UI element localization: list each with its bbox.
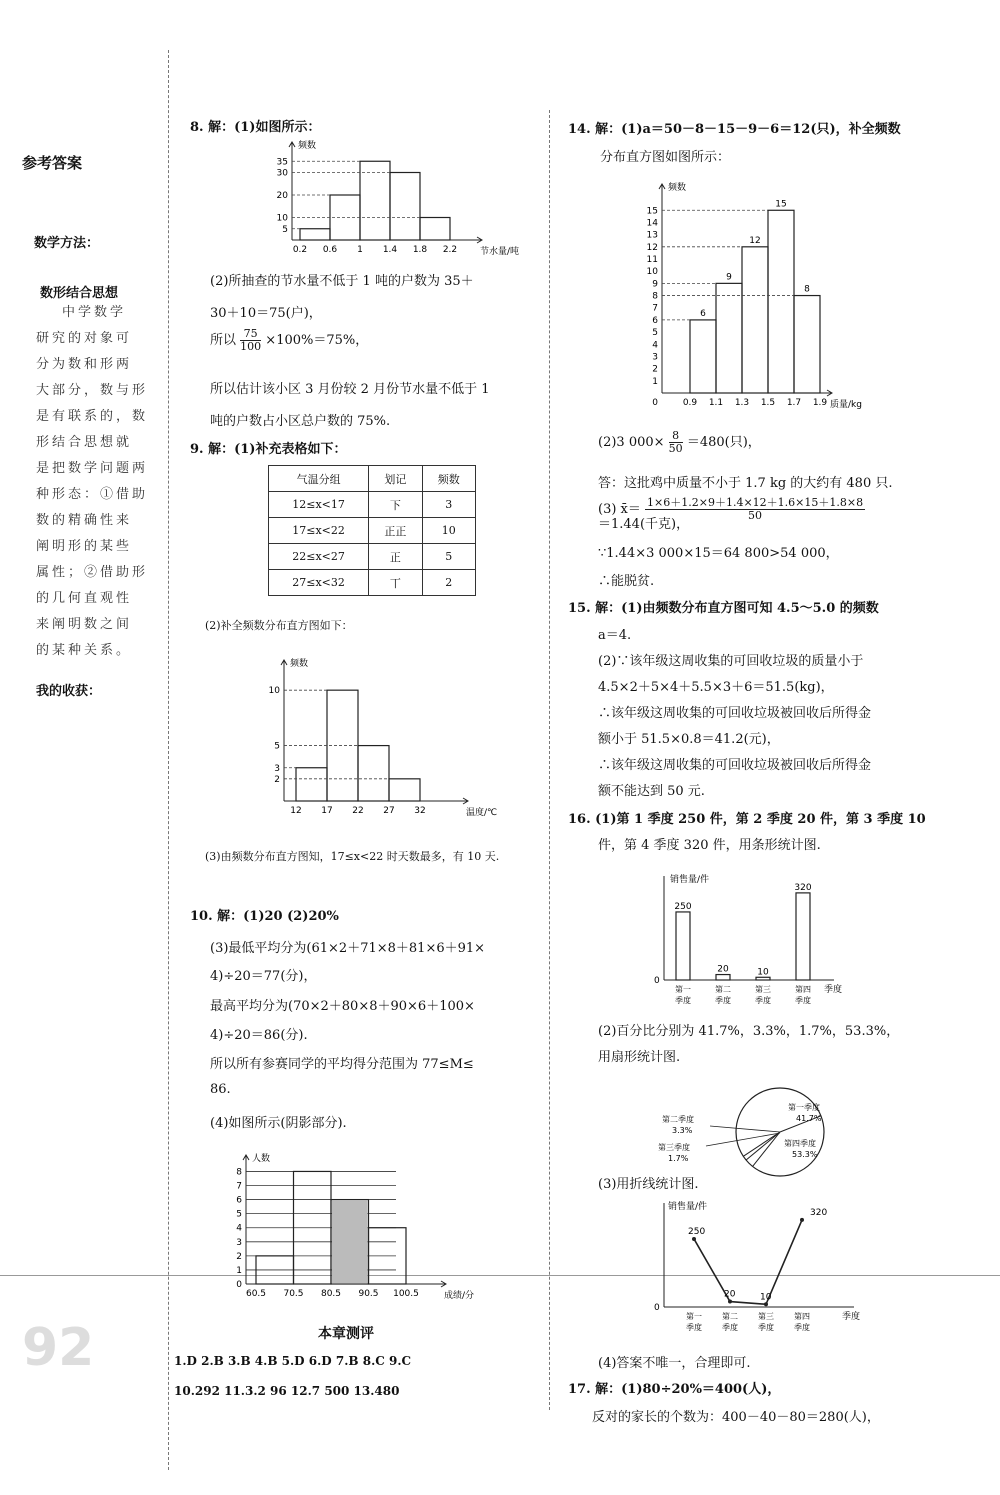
q10-line2: (3)最低平均分为(61×2＋71×8＋81×6＋91× xyxy=(210,941,486,956)
data-point xyxy=(692,1237,696,1241)
q8-fraction xyxy=(240,328,261,353)
q16-line3: (2)百分比分别为 41.7%，3.3%，1.7%，53.3%， xyxy=(598,1024,900,1039)
q14-line3 xyxy=(598,430,761,455)
x-tick-label: 第一 xyxy=(675,985,691,994)
histogram-bar xyxy=(742,247,768,393)
bar-value-label: 6 xyxy=(700,308,706,319)
histogram-bar xyxy=(358,746,389,801)
pie-value-label: 1.7% xyxy=(668,1154,689,1163)
table-cell: 27≤x<32 xyxy=(269,570,369,596)
idea-line: 种形态：①借助 xyxy=(36,487,149,502)
x-tick-label: 第一 xyxy=(686,1312,702,1321)
idea-line: 数的精确性来 xyxy=(36,513,133,528)
table-header: 划记 xyxy=(369,466,422,492)
histogram-bar xyxy=(768,210,794,393)
sidebar-title: 参考答案 xyxy=(22,154,83,172)
q15-line4: 4.5×2＋5×4＋5.5×3＋6＝51.5(kg)， xyxy=(598,680,834,695)
pie-slice-edge xyxy=(743,1132,780,1156)
idea-line: 属性；②借助形 xyxy=(36,565,149,580)
x-axis-label: 季度 xyxy=(842,1312,861,1322)
table-cell: 3 xyxy=(422,492,475,518)
idea-line: 中学数学 xyxy=(62,305,127,320)
data-point xyxy=(764,1302,768,1306)
y-tick-label: 5 xyxy=(236,1209,242,1220)
bar-value-label: 250 xyxy=(674,901,692,912)
y-tick-label: 12 xyxy=(646,242,658,253)
x-tick-label: 27 xyxy=(383,806,395,816)
q8-line6: 吨的户数占小区总户数的 75%. xyxy=(210,414,391,429)
y-tick-label: 2 xyxy=(236,1251,242,1262)
x-axis-label: 成绩/分 xyxy=(444,1291,475,1301)
q10-line1: 10. 解：(1)20 (2)20% xyxy=(190,909,339,924)
table-cell: 5 xyxy=(422,544,475,570)
idea-text xyxy=(36,300,166,664)
y-tick-label: 10 xyxy=(646,267,658,278)
answers-row-2: 10.292 11.3.2 96 12.7 500 13.480 xyxy=(174,1384,400,1398)
y-tick-label: 10 xyxy=(268,686,280,697)
column-divider xyxy=(549,110,550,1410)
bar xyxy=(676,912,690,980)
table-cell: 正正 xyxy=(369,518,422,544)
q10-line4: 最高平均分为(70×2＋80×8＋90×6＋100× xyxy=(210,999,475,1014)
x-tick-label: 第三 xyxy=(758,1312,774,1321)
q10-line6: 所以所有参赛同学的平均得分范围为 77≤M≤ xyxy=(210,1057,474,1072)
harvest-heading: 我的收获： xyxy=(36,684,102,699)
q14-histogram xyxy=(640,170,900,415)
table-cell: 17≤x<22 xyxy=(269,518,369,544)
method-heading: 数学方法： xyxy=(34,236,100,251)
y-tick-label: 2 xyxy=(274,774,280,785)
x-tick-label: 1.7 xyxy=(786,398,802,408)
y-axis-label: 销售量/件 xyxy=(670,875,710,885)
histogram-bar xyxy=(296,768,327,801)
x-tick-label: 1.8 xyxy=(412,245,428,255)
leader-line xyxy=(710,1126,780,1132)
histogram-bar xyxy=(420,218,450,241)
idea-line: 大部分，数与形 xyxy=(36,383,149,398)
x-tick-label: 季度 xyxy=(715,996,731,1005)
x-tick-label: 季度 xyxy=(755,996,771,1005)
q14-mean-symbol: (3) x̄＝ xyxy=(598,502,641,517)
data-point xyxy=(728,1300,732,1304)
idea-line: 的某种关系。 xyxy=(36,643,133,658)
y-tick-label: 1 xyxy=(236,1265,242,1276)
idea-line: 阐明形的某些 xyxy=(36,539,133,554)
x-tick-label: 17 xyxy=(321,806,333,816)
x-tick-label: 季度 xyxy=(795,996,811,1005)
q14-fraction xyxy=(669,430,683,455)
y-axis-label: 频数 xyxy=(668,183,687,193)
x-axis-label: 温度/℃ xyxy=(466,808,498,818)
x-tick-label: 第三 xyxy=(755,985,771,994)
table-cell: 12≤x<17 xyxy=(269,492,369,518)
q8-line1: 8. 解：(1)如图所示： xyxy=(190,120,321,135)
idea-line: 分为数和形两 xyxy=(36,357,133,372)
q14-frac2-den: 50 xyxy=(748,509,763,522)
q9-line3: (3)由频数分布直方图知，17≤x<22 时天数最多，有 10 天. xyxy=(205,850,500,863)
pie-value-label: 3.3% xyxy=(672,1126,693,1135)
x-tick-label: 1 xyxy=(357,245,363,255)
q8-line4-prefix: 所以 xyxy=(210,333,237,348)
x-tick-label: 0.2 xyxy=(292,245,308,255)
x-axis-label: 季度 xyxy=(824,985,843,995)
q16-line2: 件，第 4 季度 320 件，用条形统计图. xyxy=(598,838,821,853)
q15-line2: a＝4. xyxy=(598,628,632,643)
q15-line8: 额不能达到 50 元. xyxy=(598,784,705,799)
x-tick-label: 1.5 xyxy=(760,398,776,408)
q14-line1: 14. 解：(1)a＝50－8－15－9－6＝12(只)，补全频数 xyxy=(568,122,901,137)
q14-line3-suffix: ＝480(只)， xyxy=(686,435,761,450)
q16-line-chart xyxy=(640,1195,870,1345)
histogram-bar xyxy=(360,161,390,240)
q8-line5: 所以估计该小区 3 月份较 2 月份节水量不低于 1 xyxy=(210,382,490,397)
q16-line4: 用扇形统计图. xyxy=(598,1050,681,1065)
table-header: 频数 xyxy=(422,466,475,492)
y-tick-label: 10 xyxy=(276,213,288,224)
q14-line4: 答：这批鸡中质量不小于 1.7 kg 的大约有 480 只. xyxy=(598,476,893,491)
x-tick-label: 季度 xyxy=(758,1323,774,1332)
y-tick-label: 3 xyxy=(236,1237,242,1248)
histogram-bar xyxy=(390,173,420,241)
idea-line: 是有联系的，数 xyxy=(36,409,149,424)
pie-label: 第四季度 xyxy=(784,1139,816,1148)
q14-frac-den: 50 xyxy=(668,442,683,455)
idea-line: 的几何直观性 xyxy=(36,591,133,606)
q16-line5: (3)用折线统计图. xyxy=(598,1177,699,1192)
x-tick-label: 90.5 xyxy=(358,1289,379,1299)
y-tick-label: 0 xyxy=(236,1280,242,1290)
y-tick-label: 5 xyxy=(282,224,288,235)
y-tick-label: 35 xyxy=(276,157,288,168)
q15-line5: ∴该年级这周收集的可回收垃圾被回收后所得金 xyxy=(598,706,872,721)
y-axis-label: 人数 xyxy=(252,1154,271,1164)
table-cell: 下 xyxy=(369,492,422,518)
x-tick-label: 32 xyxy=(414,806,426,816)
y-tick-label: 8 xyxy=(652,291,658,302)
x-tick-label: 22 xyxy=(352,806,364,816)
answers-row-1: 1.D 2.B 3.B 4.B 5.D 6.D 7.B 8.C 9.C xyxy=(174,1354,412,1368)
y-tick-label: 4 xyxy=(236,1223,242,1234)
table-cell: 正 xyxy=(369,544,422,570)
y-axis-label: 频数 xyxy=(298,141,317,151)
idea-line: 形结合思想就 xyxy=(36,435,133,450)
q8-frac-den: 100 xyxy=(240,340,262,353)
y-tick-label: 4 xyxy=(652,340,658,351)
y-axis-label: 销售量/件 xyxy=(668,1202,708,1212)
bar-value-label: 12 xyxy=(749,235,761,246)
q8-line4-suffix: ×100%＝75%， xyxy=(265,333,369,348)
y-tick-label: 7 xyxy=(236,1181,242,1192)
bar-value-label: 9 xyxy=(726,272,732,283)
chapter-title: 本章测评 xyxy=(318,1326,374,1342)
histogram-bar xyxy=(389,779,420,801)
q9-line1: 9. 解：(1)补充表格如下： xyxy=(190,442,347,457)
x-tick-label: 1.9 xyxy=(812,398,828,408)
table-header: 气温分组 xyxy=(269,466,369,492)
q14-line8: ∴能脱贫. xyxy=(598,574,655,589)
q16-pie-chart xyxy=(650,1080,850,1180)
x-tick-label: 1.4 xyxy=(382,245,398,255)
q10-line8: (4)如图所示(阴影部分). xyxy=(210,1116,347,1131)
pie-label: 第三季度 xyxy=(658,1143,690,1152)
x-tick-label: 季度 xyxy=(686,1323,702,1332)
pie-label: 第二季度 xyxy=(662,1115,694,1124)
q8-line2: (2)所抽查的节水量不低于 1 吨的户数为 35＋ xyxy=(210,274,474,289)
q16-bar-chart xyxy=(640,868,860,1013)
point-value-label: 320 xyxy=(810,1207,828,1218)
q17-line2: 反对的家长的个数为：400－40－80＝280(人)， xyxy=(592,1410,880,1425)
y-tick-label: 13 xyxy=(646,230,658,241)
q8-frac-num: 75 xyxy=(240,328,261,341)
histogram-bar xyxy=(716,283,742,393)
q14-frac2-num: 1×6＋1.2×9＋1.4×12＋1.6×15＋1.8×8 xyxy=(647,496,864,509)
histogram-bar xyxy=(794,296,820,393)
q8-line3: 30＋10＝75(户)， xyxy=(210,306,322,321)
x-tick-label: 0.6 xyxy=(322,245,338,255)
table-row xyxy=(269,492,476,518)
y-tick-label: 3 xyxy=(652,352,658,363)
bar-value-label: 10 xyxy=(757,967,769,978)
q9-histogram xyxy=(262,650,498,825)
bar xyxy=(756,977,770,980)
table-header-row xyxy=(269,466,476,492)
x-tick-label: 季度 xyxy=(794,1323,810,1332)
x-tick-label: 70.5 xyxy=(283,1289,304,1299)
x-tick-label: 0 xyxy=(652,398,658,408)
q9-line2: (2)补全频数分布直方图如下： xyxy=(205,619,353,632)
pie-value-label: 41.7% xyxy=(796,1114,822,1123)
bar-value-label: 15 xyxy=(775,199,787,210)
table-row xyxy=(269,570,476,596)
q10-histogram xyxy=(220,1145,490,1310)
x-tick-label: 第四 xyxy=(794,1312,810,1321)
q15-line6: 额小于 51.5×0.8＝41.2(元)， xyxy=(598,732,780,747)
y-tick-label: 1 xyxy=(652,376,658,387)
table-cell: 丅 xyxy=(369,570,422,596)
q15-line7: ∴该年级这周收集的可回收垃圾被回收后所得金 xyxy=(598,758,872,773)
q14-frac-num: 8 xyxy=(669,430,683,443)
pie-value-label: 53.3% xyxy=(792,1150,818,1159)
x-tick-label: 100.5 xyxy=(393,1289,419,1299)
table-cell: 2 xyxy=(422,570,475,596)
page-number: 92 xyxy=(22,1318,95,1378)
x-tick-label: 第四 xyxy=(795,985,811,994)
table-cell: 22≤x<27 xyxy=(269,544,369,570)
q14-line6: ＝1.44(千克)， xyxy=(598,517,690,532)
q14-line3-prefix: (2)3 000× xyxy=(598,435,665,450)
idea-line: 来阐明数之间 xyxy=(36,617,133,632)
series-line xyxy=(694,1220,802,1304)
shaded-bar xyxy=(332,1201,368,1283)
x-tick-label: 1.1 xyxy=(708,398,724,408)
y-tick-label: 6 xyxy=(236,1195,242,1206)
y-tick-label: 5 xyxy=(274,741,280,752)
q17-line1: 17. 解：(1)80÷20%＝400(人)， xyxy=(568,1382,781,1397)
y-tick-label: 20 xyxy=(276,191,288,201)
y-tick-label: 11 xyxy=(646,255,658,265)
x-tick-label: 60.5 xyxy=(245,1289,267,1299)
q10-line7: 86. xyxy=(210,1082,231,1097)
y-tick-label: 9 xyxy=(652,279,658,290)
x-axis-label: 节水量/吨 xyxy=(480,247,520,257)
x-tick-label: 季度 xyxy=(675,996,691,1005)
bar-value-label: 8 xyxy=(804,284,810,295)
x-tick-label: 第二 xyxy=(722,1312,738,1321)
histogram-bar xyxy=(300,229,330,240)
x-tick-label: 80.5 xyxy=(320,1289,342,1299)
y-axis-label: 频数 xyxy=(290,659,309,669)
y-tick-label: 6 xyxy=(652,315,658,326)
q14-line2: 分布直方图如图所示： xyxy=(600,150,731,165)
q8-histogram xyxy=(268,138,520,258)
y-tick-label: 5 xyxy=(652,328,658,339)
q14-line7: ∵1.44×3 000×15＝64 800>54 000， xyxy=(598,546,839,561)
point-value-label: 250 xyxy=(688,1226,706,1237)
y-tick-label: 7 xyxy=(652,303,658,314)
bar-value-label: 20 xyxy=(717,964,729,975)
table-row xyxy=(269,544,476,570)
y-tick-label: 15 xyxy=(646,206,658,217)
point-value-label: 10 xyxy=(760,1292,772,1303)
y-tick-label: 8 xyxy=(236,1167,242,1178)
q9-table xyxy=(268,465,476,596)
q8-line4 xyxy=(210,328,368,353)
bar-value-label: 320 xyxy=(794,882,812,893)
q16-line6: (4)答案不唯一，合理即可. xyxy=(598,1356,751,1371)
data-point xyxy=(800,1218,804,1222)
histogram-bar xyxy=(690,320,716,393)
bar xyxy=(796,893,810,980)
idea-heading: 数形结合思想 xyxy=(40,286,119,301)
x-tick-label: 2.2 xyxy=(442,245,458,255)
x-axis-label: 质量/kg xyxy=(830,400,862,410)
origin-label: 0 xyxy=(654,976,660,986)
origin-label: 0 xyxy=(654,1303,660,1313)
bar xyxy=(716,975,730,980)
y-tick-label: 3 xyxy=(274,763,280,774)
y-tick-label: 2 xyxy=(652,364,658,375)
x-tick-label: 季度 xyxy=(722,1323,738,1332)
margin-divider xyxy=(168,50,169,1470)
q15-line3: (2)∵该年级这周收集的可回收垃圾的质量小于 xyxy=(598,654,864,669)
x-tick-label: 0.9 xyxy=(682,398,698,408)
q16-line1: 16. (1)第 1 季度 250 件，第 2 季度 20 件，第 3 季度 10 xyxy=(568,812,926,827)
q15-line1: 15. 解：(1)由频数分布直方图可知 4.5～5.0 的频数 xyxy=(568,601,879,616)
y-tick-label: 14 xyxy=(646,218,658,229)
pie-label: 第一季度 xyxy=(788,1103,820,1112)
q10-line5: 4)÷20＝86(分). xyxy=(210,1028,308,1043)
point-value-label: 20 xyxy=(724,1289,736,1300)
table-cell: 10 xyxy=(422,518,475,544)
x-tick-label: 12 xyxy=(290,806,302,816)
table-row xyxy=(269,518,476,544)
x-tick-label: 第二 xyxy=(715,985,731,994)
q10-line3: 4)÷20＝77(分)， xyxy=(210,969,317,984)
idea-line: 研究的对象可 xyxy=(36,331,133,346)
idea-line: 是把数学问题两 xyxy=(36,461,149,476)
y-tick-label: 30 xyxy=(276,168,288,179)
x-tick-label: 1.3 xyxy=(734,398,750,408)
